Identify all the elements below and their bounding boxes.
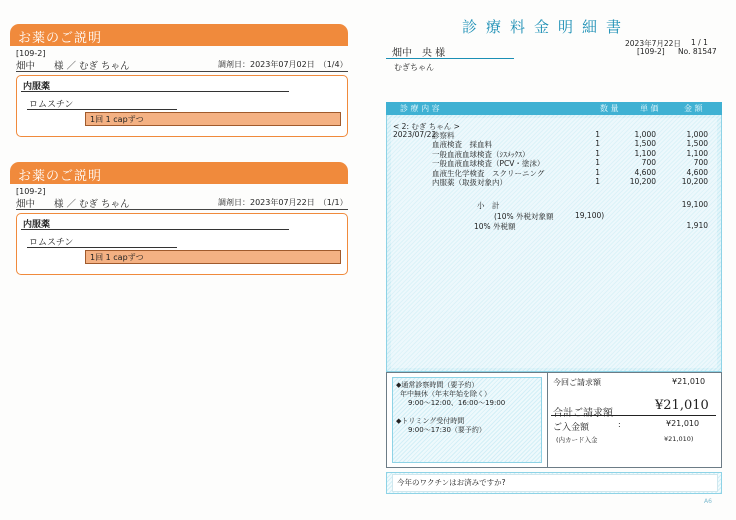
card-code: [109-2] [16,49,46,58]
trim-hours-title: ◆トリミング受付時間 [396,417,465,425]
line-qty: 1 [595,130,600,139]
col-qty: 数 量 [600,104,619,113]
col-amount: 金 額 [684,104,703,113]
divider [27,109,177,110]
grand-total-label: 合計ご請求額 [553,408,613,419]
line-item: 血液生化学検査 スクリーニング [432,168,545,178]
pet-name: むぎちゃん [394,63,434,72]
card-name-row [16,196,348,210]
line-qty: 1 [595,177,600,186]
card-payment-value: ¥21,010) [664,435,694,443]
divider [547,372,548,468]
visit-date: 2023/07/22 [393,130,437,139]
invoice-table-header [386,102,722,115]
clinic-closed: 年中無休（年末年始を除く） [400,390,491,398]
line-amount: 1,000 [686,130,708,139]
trim-time: 9:00〜17:30（要予約） [408,426,486,434]
tax-target-label: (10% 外税対象額 [494,212,554,221]
line-unit: 700 [641,158,656,168]
paid-label: ご入金額 [553,423,590,433]
tax-label: 10% 外税額 [474,222,516,231]
line-amount: 700 [693,158,708,168]
invoice-page: 1 / 1 [691,38,708,47]
invoice-number: No. 81547 [678,47,717,56]
medicine-category: 内服薬 [23,82,51,92]
grand-total-value: ¥21,010 [655,398,709,413]
paid-colon: : [618,420,621,429]
col-item: 診 療 内 容 [400,104,440,113]
current-charge-label: 今回ご請求額 [553,378,601,387]
line-amount: 1,500 [686,139,708,149]
divider [21,91,289,92]
line-unit: 10,200 [629,177,656,186]
line-item: 一般血液血球検査（ｼｽﾒｯｸｽ） [432,149,530,159]
line-unit: 1,100 [634,148,656,158]
line-unit: 1,500 [634,139,656,149]
line-amount: 4,600 [686,167,708,177]
line-qty: 1 [595,167,600,177]
medication-card-2 [10,162,348,275]
owner-pet-name: 畑中 様 ／ むぎ ちゃん [16,199,130,210]
divider [27,247,177,248]
subtotal-value: 19,100 [681,200,708,209]
message-text: 今年のワクチンはお済みですか? [392,474,718,492]
owner-name: 畑中 央 様 [392,48,446,59]
card-header: お薬のご説明 [10,162,348,184]
line-item: 一般血液血球検査（PCV・塗沫） [432,159,545,169]
paid-value: ¥21,010 [666,419,700,428]
divider [21,229,289,230]
card-body [16,75,348,137]
divider [551,415,716,416]
line-amount: 1,100 [686,148,708,158]
card-payment-label: (内カード入金 [556,436,598,444]
dose-instruction: 1回 1 capずつ [85,112,341,126]
line-amount: 10,200 [681,177,708,186]
divider [386,58,514,59]
dose-instruction: 1回 1 capずつ [85,250,341,264]
dispense-date: 調剤日：2023年07月22日 （1/1） [218,198,348,207]
owner-pet-name: 畑中 様 ／ むぎ ちゃん [16,61,130,72]
drug-name: ロムスチン [29,100,74,110]
line-item: 診察料 [432,131,455,140]
line-qty: 1 [595,139,600,149]
card-name-row [16,58,348,72]
tax-value: 1,910 [686,221,708,230]
clinic-time: 9:00〜12:00、16:00〜19:00 [408,399,506,407]
invoice-code: [109-2] [637,47,665,56]
tax-target-value: 19,100) [575,211,605,220]
line-unit: 4,600 [634,167,656,177]
medication-card-1 [10,24,348,137]
size-mark: A6 [704,498,712,505]
dispense-date: 調剤日：2023年07月02日 （1/4） [218,60,348,69]
clinic-hours-title: ◆通常診察時間（要予約） [396,381,479,389]
card-header: お薬のご説明 [10,24,348,46]
medicine-category: 内服薬 [23,220,51,230]
card-code: [109-2] [16,187,46,196]
line-qty: 1 [595,158,600,168]
line-qty: 1 [595,148,600,158]
invoice-date: 2023年7月22日 [625,39,681,48]
line-item: 血液検査 採血料 [432,140,492,150]
col-unit: 単 価 [640,104,659,113]
card-body [16,213,348,275]
subtotal-label: 小 計 [477,201,500,210]
line-item: 内服薬（取扱対象内） [432,178,507,187]
invoice-title: 診療料金明細書 [462,18,631,36]
drug-name: ロムスチン [29,238,74,248]
pet-line: < 2: むぎ ちゃん > [393,122,460,131]
current-charge-value: ¥21,010 [672,377,706,386]
line-unit: 1,000 [634,130,656,139]
